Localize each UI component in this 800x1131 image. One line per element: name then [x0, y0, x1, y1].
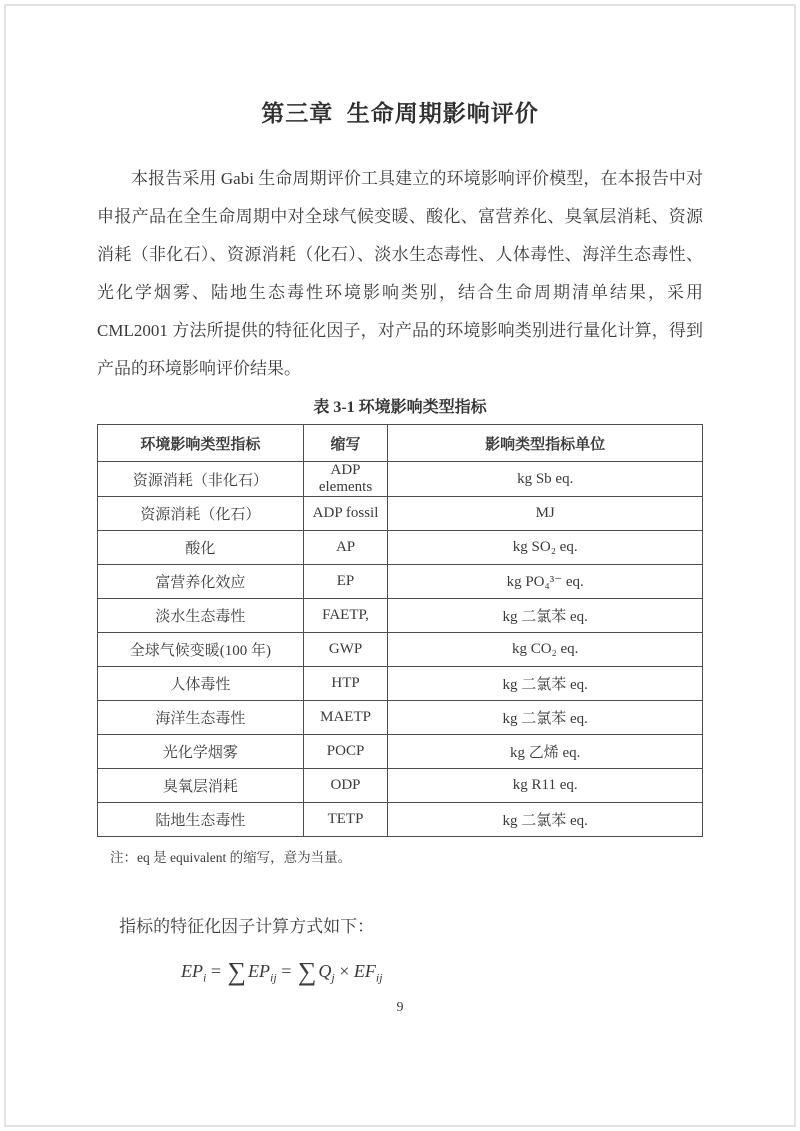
header-impact-category: 环境影响类型指标: [98, 425, 304, 462]
page-number: 9: [396, 1000, 404, 1015]
formula-segment: EP: [248, 961, 271, 981]
impact-category-cell: 陆地生态毒性: [98, 803, 304, 837]
formula-segment: ×: [334, 961, 354, 981]
characterization-formula: [181, 957, 703, 987]
table-caption: 表 3-1 环境影响类型指标: [313, 399, 487, 416]
impact-category-cell: 酸化: [98, 531, 304, 565]
abbreviation-cell: MAETP: [303, 701, 388, 735]
formula-segment: i: [203, 970, 207, 985]
table-row: [98, 462, 703, 497]
formula-segment: EP: [181, 961, 203, 981]
table-header-row: [98, 425, 703, 462]
indicator-unit-cell: kg PO₄³⁻ eq.: [388, 565, 703, 599]
impact-category-cell: 富营养化效应: [98, 565, 304, 599]
impact-category-cell: 海洋生态毒性: [98, 701, 304, 735]
impact-indicator-table: [97, 424, 703, 837]
impact-category-cell: 淡水生态毒性: [98, 599, 304, 633]
header-indicator-unit: 影响类型指标单位: [388, 425, 703, 462]
impact-category-cell: 人体毒性: [98, 667, 304, 701]
abbreviation-cell: TETP: [303, 803, 388, 837]
abbreviation-cell: ADP fossil: [303, 497, 388, 531]
table-row: [98, 531, 703, 565]
formula-segment: ∑: [297, 957, 317, 986]
impact-category-cell: 资源消耗（非化石）: [98, 462, 304, 497]
table-row: [98, 667, 703, 701]
table-row: [98, 701, 703, 735]
formula-segment: ij: [375, 970, 383, 985]
indicator-unit-cell: kg 二氯苯 eq.: [388, 803, 703, 837]
impact-table-body: [98, 462, 703, 837]
indicator-unit-cell: kg 二氯苯 eq.: [388, 667, 703, 701]
formula-segment: ∑: [227, 957, 247, 986]
formula-segment: EF: [353, 961, 376, 981]
abbreviation-cell: HTP: [303, 667, 388, 701]
table-row: [98, 769, 703, 803]
table-row: [98, 497, 703, 531]
formula-segment: =: [206, 961, 226, 981]
indicator-unit-cell: kg CO₂ eq.: [388, 633, 703, 667]
indicator-unit-cell: kg 乙烯 eq.: [388, 735, 703, 769]
abbreviation-cell: ODP: [303, 769, 388, 803]
formula-intro: 指标的特征化因子计算方式如下：: [119, 917, 375, 936]
indicator-unit-cell: kg R11 eq.: [388, 769, 703, 803]
chapter-title: 第三章 生命周期影响评价: [261, 101, 539, 126]
table-row: [98, 735, 703, 769]
formula-segment: j: [331, 970, 335, 985]
abbreviation-cell: ADP elements: [303, 462, 388, 497]
impact-category-cell: 全球气候变暖(100 年): [98, 633, 304, 667]
impact-category-cell: 臭氧层消耗: [98, 769, 304, 803]
indicator-unit-cell: kg 二氯苯 eq.: [388, 599, 703, 633]
indicator-unit-cell: kg 二氯苯 eq.: [388, 701, 703, 735]
header-abbreviation: 缩写: [303, 425, 388, 462]
formula-segment: =: [276, 961, 296, 981]
intro-paragraph: 本报告采用 Gabi 生命周期评价工具建立的环境影响评价模型，在本报告中对申报产品在全生命周期中对全球气候变暖、酸化、富营养化、臭氧层消耗、资源消耗（非化石）、资源消耗（化石）、淡水生态毒性、人体毒性、海洋生态毒性、光化学烟雾、陆地生态毒性环境影响类别，结合生命周期清单结果，采用 CML2001 方法所提供的特征化因子，对产品的环境影响类别进行量化计算，得到产品的环境影响评价结果。: [97, 169, 703, 378]
abbreviation-cell: AP: [303, 531, 388, 565]
table-row: [98, 565, 703, 599]
impact-category-cell: 光化学烟雾: [98, 735, 304, 769]
indicator-unit-cell: kg SO₂ eq.: [388, 531, 703, 565]
abbreviation-cell: EP: [303, 565, 388, 599]
table-row: [98, 803, 703, 837]
formula-segment: Q: [318, 961, 332, 981]
abbreviation-cell: POCP: [303, 735, 388, 769]
formula-segment: ij: [270, 970, 277, 985]
table-row: [98, 599, 703, 633]
abbreviation-cell: GWP: [303, 633, 388, 667]
indicator-unit-cell: kg Sb eq.: [388, 462, 703, 497]
impact-category-cell: 资源消耗（化石）: [98, 497, 304, 531]
indicator-unit-cell: MJ: [388, 497, 703, 531]
table-row: [98, 633, 703, 667]
table-note: 注：eq 是 equivalent 的缩写，意为当量。: [110, 850, 352, 865]
abbreviation-cell: FAETP,: [303, 599, 388, 633]
